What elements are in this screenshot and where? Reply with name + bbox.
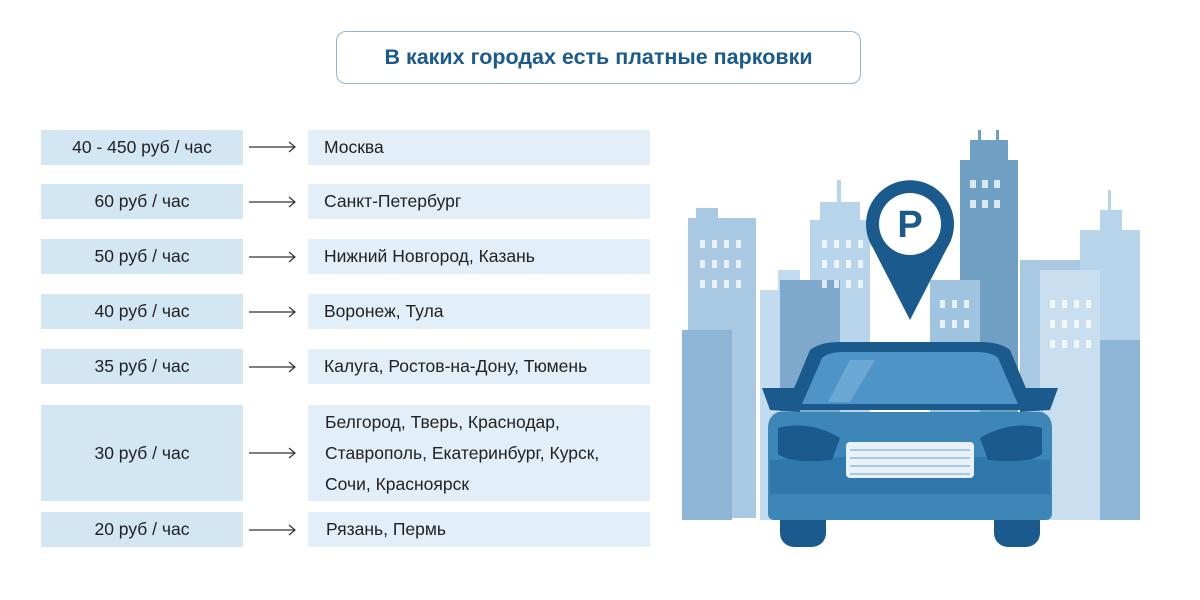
arrow-right-icon [249, 446, 297, 460]
price-label: 20 руб / час [41, 512, 243, 547]
arrow-right-icon [249, 250, 297, 264]
price-label: 60 руб / час [41, 184, 243, 219]
arrow-right-icon [249, 360, 297, 374]
price-label: 30 руб / час [41, 405, 243, 501]
cities-label [308, 405, 650, 501]
cities-label: Санкт-Петербург [308, 184, 650, 219]
car [762, 342, 1058, 547]
parking-letter: P [897, 204, 923, 246]
cities-line: Белгород, Тверь, Краснодар, [325, 411, 560, 432]
price-label: 40 руб / час [41, 294, 243, 329]
arrow-right-icon [249, 523, 297, 537]
cities-line: Сочи, Красноярск [325, 473, 470, 494]
arrow-right-icon [249, 140, 297, 154]
cities-label: Москва [308, 130, 650, 165]
price-label: 50 руб / час [41, 239, 243, 274]
price-label: 35 руб / час [41, 349, 243, 384]
arrow-right-icon [249, 195, 297, 209]
page-title: В каких городах есть платные парковки [336, 31, 861, 84]
cities-label: Нижний Новгород, Казань [308, 239, 650, 274]
arrow-right-icon [249, 305, 297, 319]
cities-line: Ставрополь, Екатеринбург, Курск, [325, 442, 600, 463]
cities-label: Воронеж, Тула [308, 294, 650, 329]
cities-label: Рязань, Пермь [308, 512, 650, 547]
city-parking-illustration [660, 120, 1160, 560]
cities-label: Калуга, Ростов-на-Дону, Тюмень [308, 349, 650, 384]
price-label: 40 - 450 руб / час [41, 130, 243, 165]
